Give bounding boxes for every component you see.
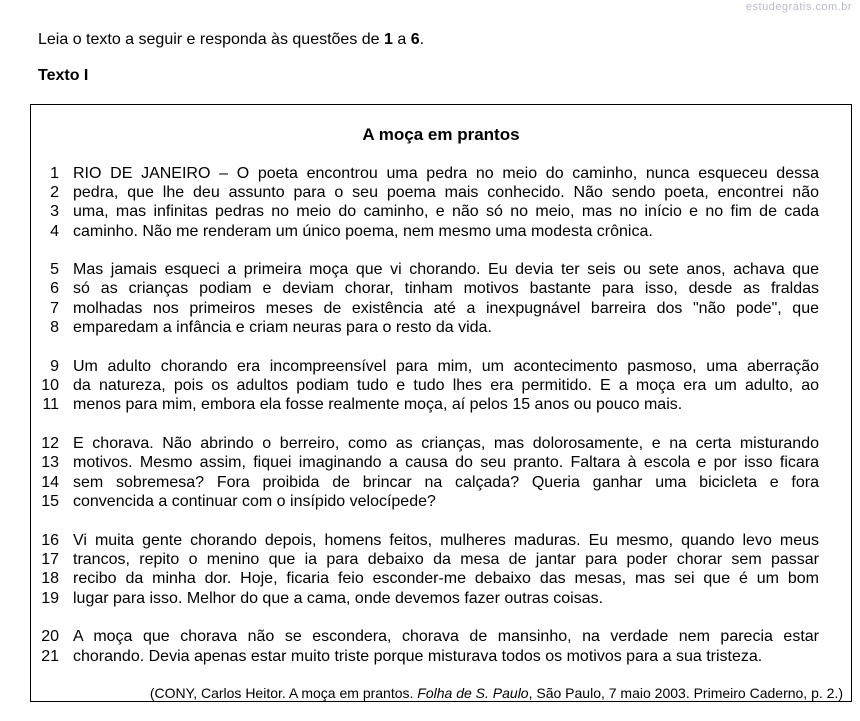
citation-details: , São Paulo, 7 maio 2003. Primeiro Caderno, p. 2.) xyxy=(528,685,843,701)
line-text: Mas jamais esqueci a primeira moça que vi chorando. Eu devia ter seis ou sete anos, achava que xyxy=(73,261,819,278)
text-line xyxy=(31,628,853,648)
question-end: 6 xyxy=(410,31,420,48)
line-text: da natureza, pois os adultos podiam tudo e tudo lhes era permitido. E a moça era um adulto, ao xyxy=(73,377,819,394)
line-text: pedra, que lhe deu assunto para o seu poema mais conhecido. Não sendo poeta, encontrei não xyxy=(73,184,819,201)
text-line xyxy=(31,570,853,590)
text-line xyxy=(31,474,853,494)
citation-source: Folha de S. Paulo xyxy=(417,685,529,701)
line-number: 17 xyxy=(41,551,59,568)
line-number: 1 xyxy=(50,165,59,182)
line-number: 5 xyxy=(50,261,59,278)
line-number: 7 xyxy=(50,300,59,317)
line-text: RIO DE JANEIRO – O poeta encontrou uma pedra no meio do caminho, nunca esqueceu dessa xyxy=(73,165,819,182)
text-label: Texto I xyxy=(38,67,89,84)
text-line xyxy=(31,454,853,474)
line-number: 14 xyxy=(41,474,59,491)
line-number: 6 xyxy=(50,280,59,297)
text-line xyxy=(31,319,853,339)
text-line xyxy=(31,590,853,610)
watermark: estudegratis.com.br xyxy=(745,1,852,13)
line-number: 19 xyxy=(41,590,59,607)
text-line xyxy=(31,300,853,320)
line-text: convencida a continuar com o insípido velocípede? xyxy=(73,493,436,510)
intro-text: . xyxy=(419,31,425,48)
text-line xyxy=(31,551,853,571)
line-number: 13 xyxy=(41,454,59,471)
line-text: motivos. Mesmo assim, fiquei imaginando a causa do seu pranto. Faltara à escola e por isso ficara xyxy=(73,454,819,471)
text-line xyxy=(31,532,853,552)
question-start: 1 xyxy=(384,31,393,48)
line-text: só as crianças podiam e deviam chorar, tinham motivos bastante para isso, desde as fraldas xyxy=(73,280,819,297)
text-line xyxy=(31,165,853,185)
instructions xyxy=(38,31,424,49)
line-number: 3 xyxy=(50,203,59,220)
line-number: 20 xyxy=(41,628,59,645)
citation-author: (CONY, Carlos Heitor. A moça em prantos. xyxy=(149,685,418,701)
line-number: 4 xyxy=(50,223,59,240)
line-text: caminho. Não me renderam um único poema, nem mesmo uma modesta crônica. xyxy=(73,223,653,240)
line-number: 10 xyxy=(41,377,59,394)
line-text: chorando. Devia apenas estar muito triste porque misturava todos os motivos para a sua tristeza. xyxy=(73,648,763,665)
line-number: 18 xyxy=(41,570,59,587)
text-line xyxy=(31,184,853,204)
line-text: E chorava. Não abrindo o berreiro, como as crianças, mas dolorosamente, e na certa misturando xyxy=(73,435,819,452)
line-text: emparedam a infância e criam neuras para o resto da vida. xyxy=(73,319,492,336)
line-text: uma, mas infinitas pedras no meio do caminho, e não só no meio, mas no início e no fim de cada xyxy=(73,203,819,220)
line-number: 2 xyxy=(50,184,59,201)
text-line xyxy=(31,280,853,300)
line-text: A moça que chorava não se escondera, chorava de mansinho, na verdade nem parecia estar xyxy=(73,628,819,645)
text-line xyxy=(31,493,853,513)
line-text: trancos, repito o menino que ia para debaixo da mesa de jantar para poder chorar sem passar xyxy=(73,551,819,568)
text-line xyxy=(31,396,853,416)
line-text: Um adulto chorando era incompreensível para mim, um acontecimento pasmoso, uma aberração xyxy=(73,358,819,375)
line-text: Vi muita gente chorando depois, homens feitos, mulheres maduras. Eu mesmo, quando levo meus xyxy=(73,532,819,549)
line-number: 16 xyxy=(41,532,59,549)
line-text: menos para mim, embora ela fosse realmente moça, aí pelos 15 anos ou pouco mais. xyxy=(73,396,683,413)
text-line xyxy=(31,435,853,455)
line-number: 15 xyxy=(41,493,59,510)
line-text: lugar para isso. Melhor do que a cama, onde devemos fazer outras coisas. xyxy=(73,590,604,607)
text-line xyxy=(31,223,853,243)
line-text: molhadas nos primeiros meses de existência até a inexpugnável barreira dos "não pode", que xyxy=(73,300,819,317)
intro-text: a xyxy=(392,31,411,48)
line-number: 21 xyxy=(41,648,59,665)
line-number: 11 xyxy=(42,396,59,413)
text-line xyxy=(31,377,853,397)
citation xyxy=(150,685,843,701)
text-box xyxy=(30,104,852,702)
line-text: sem sobremesa? Fora proibida de brincar na calçada? Queria ganhar uma bicicleta e fora xyxy=(73,474,819,491)
line-number: 12 xyxy=(41,435,59,452)
text-line xyxy=(31,261,853,281)
text-line xyxy=(31,358,853,378)
line-number: 9 xyxy=(50,358,59,375)
intro-text: Leia o texto a seguir e responda às questões de xyxy=(38,31,385,48)
text-title: A moça em prantos xyxy=(362,125,520,144)
text-line xyxy=(31,648,853,668)
text-line xyxy=(31,203,853,223)
line-text: recibo da minha dor. Hoje, ficaria feio esconder-me debaixo das mesas, mas sei que é um bom xyxy=(73,570,819,587)
line-number: 8 xyxy=(50,319,59,336)
